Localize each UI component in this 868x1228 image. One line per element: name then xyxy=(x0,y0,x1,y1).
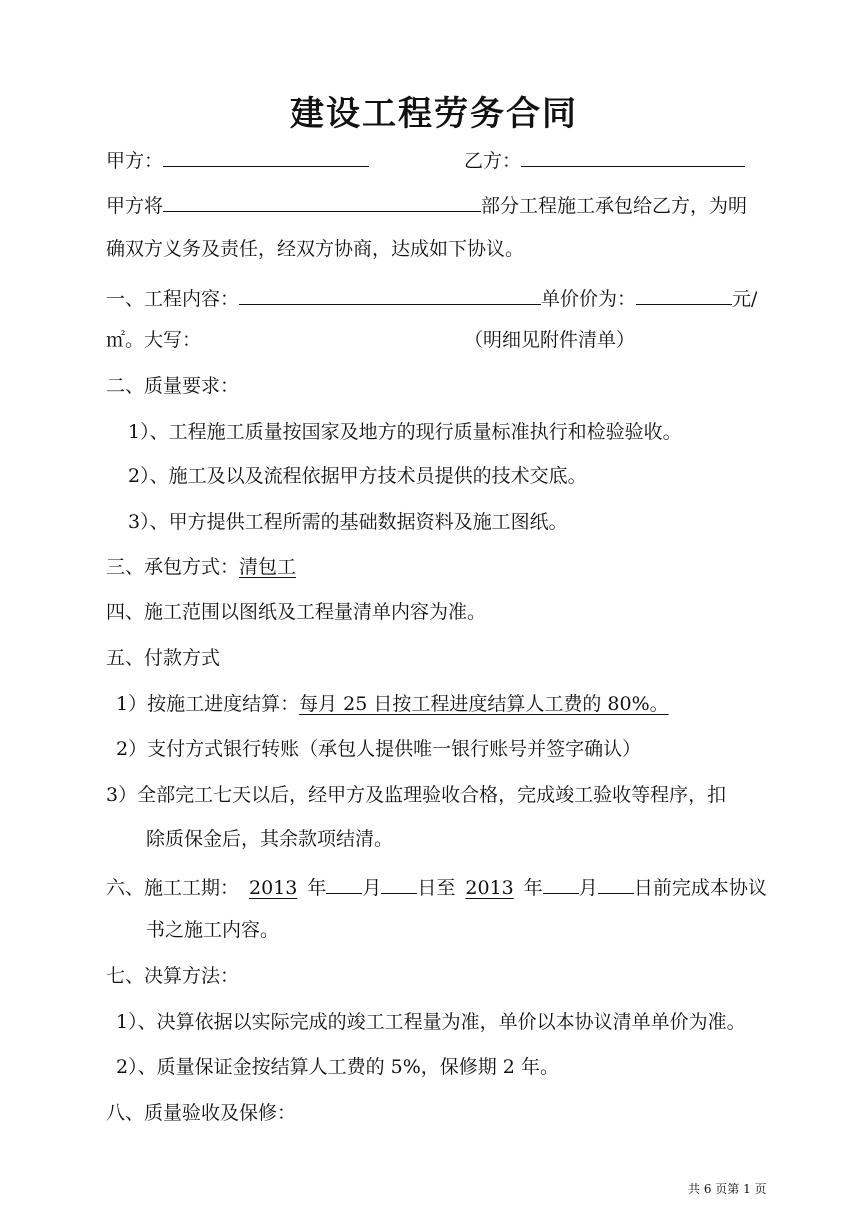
section-2-title: 二、质量要求： xyxy=(106,375,240,397)
month-unit: 月 xyxy=(362,877,382,899)
contract-mode-value: 清包工 xyxy=(239,556,297,578)
start-day-blank[interactable] xyxy=(381,871,417,894)
party-a-line xyxy=(106,144,369,175)
section-7-item-1: 1）、决算依据以实际完成的竣工工程量为准，单价以本协议清单单价为准。 xyxy=(116,1011,746,1033)
unit-price-blank[interactable] xyxy=(636,282,732,305)
party-a-label: 甲方： xyxy=(106,150,164,172)
section-6-cont: 书之施工内容。 xyxy=(146,919,280,941)
end-day-blank[interactable] xyxy=(598,871,634,894)
section-1-cont xyxy=(106,326,201,354)
document-title: 建设工程劳务合同 xyxy=(290,94,578,134)
intro-line-2: 确双方义务及责任，经双方协商，达成如下协议。 xyxy=(106,238,525,260)
section-8-title: 八、质量验收及保修： xyxy=(106,1102,297,1124)
section-3-label: 三、承包方式： xyxy=(106,556,240,578)
end-year: 2013 xyxy=(465,877,514,899)
intro-line-1 xyxy=(106,189,747,220)
section-1-label: 一、工程内容： xyxy=(106,288,240,310)
party-b-blank[interactable] xyxy=(521,144,745,167)
page-number: 共 6 页第 1 页 xyxy=(688,1182,767,1196)
payment-progress-value: 每月 25 日按工程进度结算人工费的 80%。 xyxy=(299,693,669,715)
section-7-item-2: 2）、质量保证金按结算人工费的 5%，保修期 2 年。 xyxy=(116,1056,559,1078)
amount-words-label: ㎡。大写： xyxy=(106,329,202,351)
day-before-label: 日前完成本协议 xyxy=(633,877,767,899)
attachment-note: （明细见附件清单） xyxy=(464,329,636,351)
section-5-item-3-cont: 除质保金后，其余款项结清。 xyxy=(146,828,394,850)
party-b-line xyxy=(464,144,745,175)
start-month-blank[interactable] xyxy=(326,871,362,894)
day-to-label: 日至 xyxy=(417,877,456,899)
section-5-item-2: 2）支付方式银行转账（承包人提供唯一银行账号并签字确认） xyxy=(116,738,642,760)
section-1-line xyxy=(106,282,757,313)
party-a-blank[interactable] xyxy=(163,144,369,167)
unit-price-label: 单价价为： xyxy=(541,288,637,310)
section-3-line xyxy=(106,553,296,581)
section-6-label: 六、施工工期： xyxy=(106,877,240,899)
year-unit-2: 年 xyxy=(523,877,543,899)
section-6-line xyxy=(106,871,767,902)
section-7-title: 七、决算方法： xyxy=(106,965,240,987)
section-5-item-3: 3）全部完工七天以后，经甲方及监理验收合格，完成竣工验收等程序，扣 xyxy=(106,784,727,806)
start-year: 2013 xyxy=(249,877,298,899)
section-4-line: 四、施工范围以图纸及工程量清单内容为准。 xyxy=(106,601,487,623)
work-content-blank[interactable] xyxy=(239,282,541,305)
month-unit-2: 月 xyxy=(578,877,598,899)
section-2-item-1: 1）、工程施工质量按国家及地方的现行质量标准执行和检验验收。 xyxy=(128,421,682,443)
project-blank[interactable] xyxy=(163,189,481,212)
intro-suffix: 部分工程施工承包给乙方，为明 xyxy=(481,195,748,217)
unit-label: 元/ xyxy=(732,288,758,310)
section-5-item-1 xyxy=(116,690,669,718)
intro-prefix: 甲方将 xyxy=(106,195,164,217)
party-b-label: 乙方： xyxy=(464,150,522,172)
section-2-item-2: 2）、施工及以及流程依据甲方技术员提供的技术交底。 xyxy=(128,465,587,487)
section-2-item-3: 3）、甲方提供工程所需的基础数据资料及施工图纸。 xyxy=(128,511,568,533)
section-5-title: 五、付款方式 xyxy=(106,647,221,669)
payment-progress-label: 1）按施工进度结算： xyxy=(116,693,300,715)
end-month-blank[interactable] xyxy=(543,871,579,894)
year-unit: 年 xyxy=(307,877,327,899)
